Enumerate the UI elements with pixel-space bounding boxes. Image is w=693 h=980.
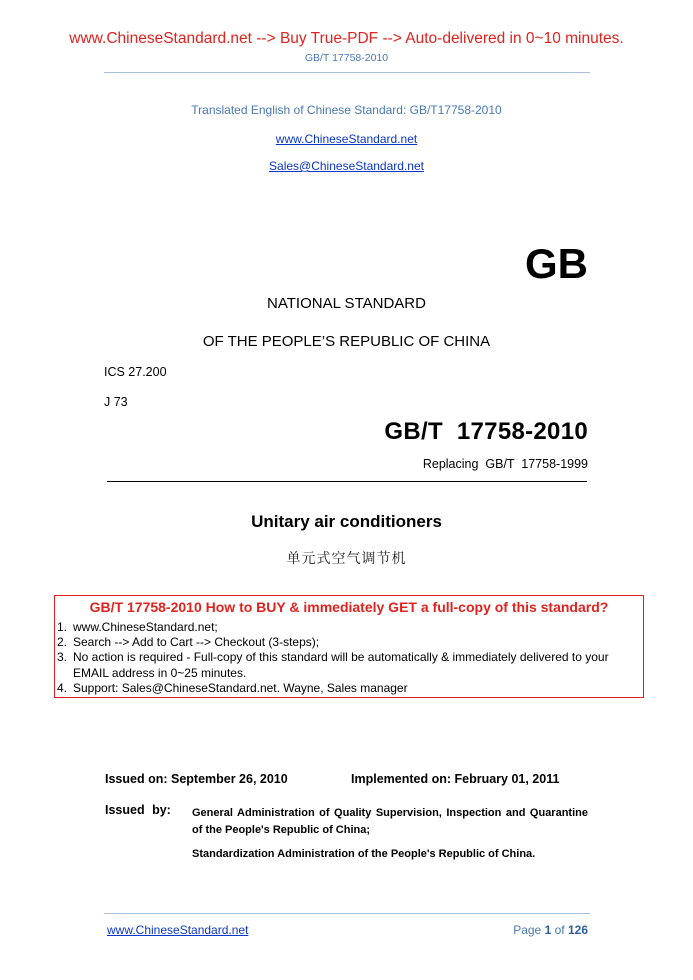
issuer-primary: General Administration of Quality Supervision, Inspection and Quarantine of the People's Republic of China; — [192, 807, 588, 836]
list-item — [57, 650, 637, 680]
list-item-number: 2. — [57, 635, 68, 650]
country-heading: OF THE PEOPLE’S REPUBLIC OF CHINA — [202, 333, 491, 350]
header-standard-code: GB/T 17758-2010 — [304, 52, 389, 64]
purchase-steps-list — [57, 620, 637, 696]
gb-mark: GB — [525, 240, 588, 287]
list-item — [57, 635, 637, 650]
footer-divider — [104, 913, 590, 914]
issuer-secondary: Standardization Administration of the People's Republic of China. — [192, 848, 536, 860]
list-item-text: www.ChineseStandard.net; — [73, 620, 218, 634]
translation-note: Translated English of Chinese Standard: GB/T17758-2010 — [191, 103, 502, 117]
page-label: Page — [513, 923, 542, 937]
website-link[interactable]: www.ChineseStandard.net — [275, 132, 418, 146]
title-english: Unitary air conditioners — [251, 512, 442, 531]
title-divider — [107, 481, 587, 482]
implemented-on-date: Implemented on: February 01, 2011 — [351, 772, 560, 786]
list-item-text: Support: Sales@ChineseStandard.net. Wayne, Sales manager — [73, 680, 408, 695]
purchase-info-title: GB/T 17758-2010 How to BUY & immediately GET a full-copy of this standard? — [89, 599, 609, 615]
header-divider — [104, 72, 590, 73]
top-banner: www.ChineseStandard.net --> Buy True-PDF --> Auto-delivered in 0~10 minutes. — [69, 30, 624, 47]
footer-website-link[interactable]: www.ChineseStandard.net — [107, 923, 249, 937]
email-link-row — [0, 157, 693, 175]
list-item-text: No action is required - Full-copy of this standard will be automatically & immediately delivered to your EMAIL address in 0~25 minutes. — [73, 650, 609, 680]
national-standard-heading: NATIONAL STANDARD — [267, 295, 426, 312]
standard-number: GB/T 17758-2010 — [384, 418, 588, 445]
list-item-number: 3. — [57, 650, 68, 665]
page-indicator — [513, 923, 588, 937]
title-chinese: 单元式空气调节机 — [286, 550, 407, 566]
issued-on-date: Issued on: September 26, 2010 — [105, 772, 288, 786]
purchase-info-box — [54, 595, 644, 698]
ics-code: ICS 27.200 — [104, 365, 167, 379]
list-item — [57, 620, 637, 635]
page-of: of — [554, 923, 565, 937]
list-item — [57, 681, 637, 696]
list-item-text: Search --> Add to Cart --> Checkout (3-steps); — [73, 635, 320, 650]
email-link[interactable]: Sales@ChineseStandard.net — [269, 159, 424, 173]
website-link-row — [0, 130, 693, 148]
ccs-code: J 73 — [104, 395, 128, 409]
list-item-number: 1. — [57, 620, 68, 634]
list-item-number: 4. — [57, 680, 68, 695]
page-total: 126 — [567, 923, 588, 937]
replacing-note: Replacing GB/T 17758-1999 — [422, 457, 588, 471]
page-current: 1 — [544, 923, 552, 937]
issued-by-label: Issued by: — [105, 803, 171, 817]
